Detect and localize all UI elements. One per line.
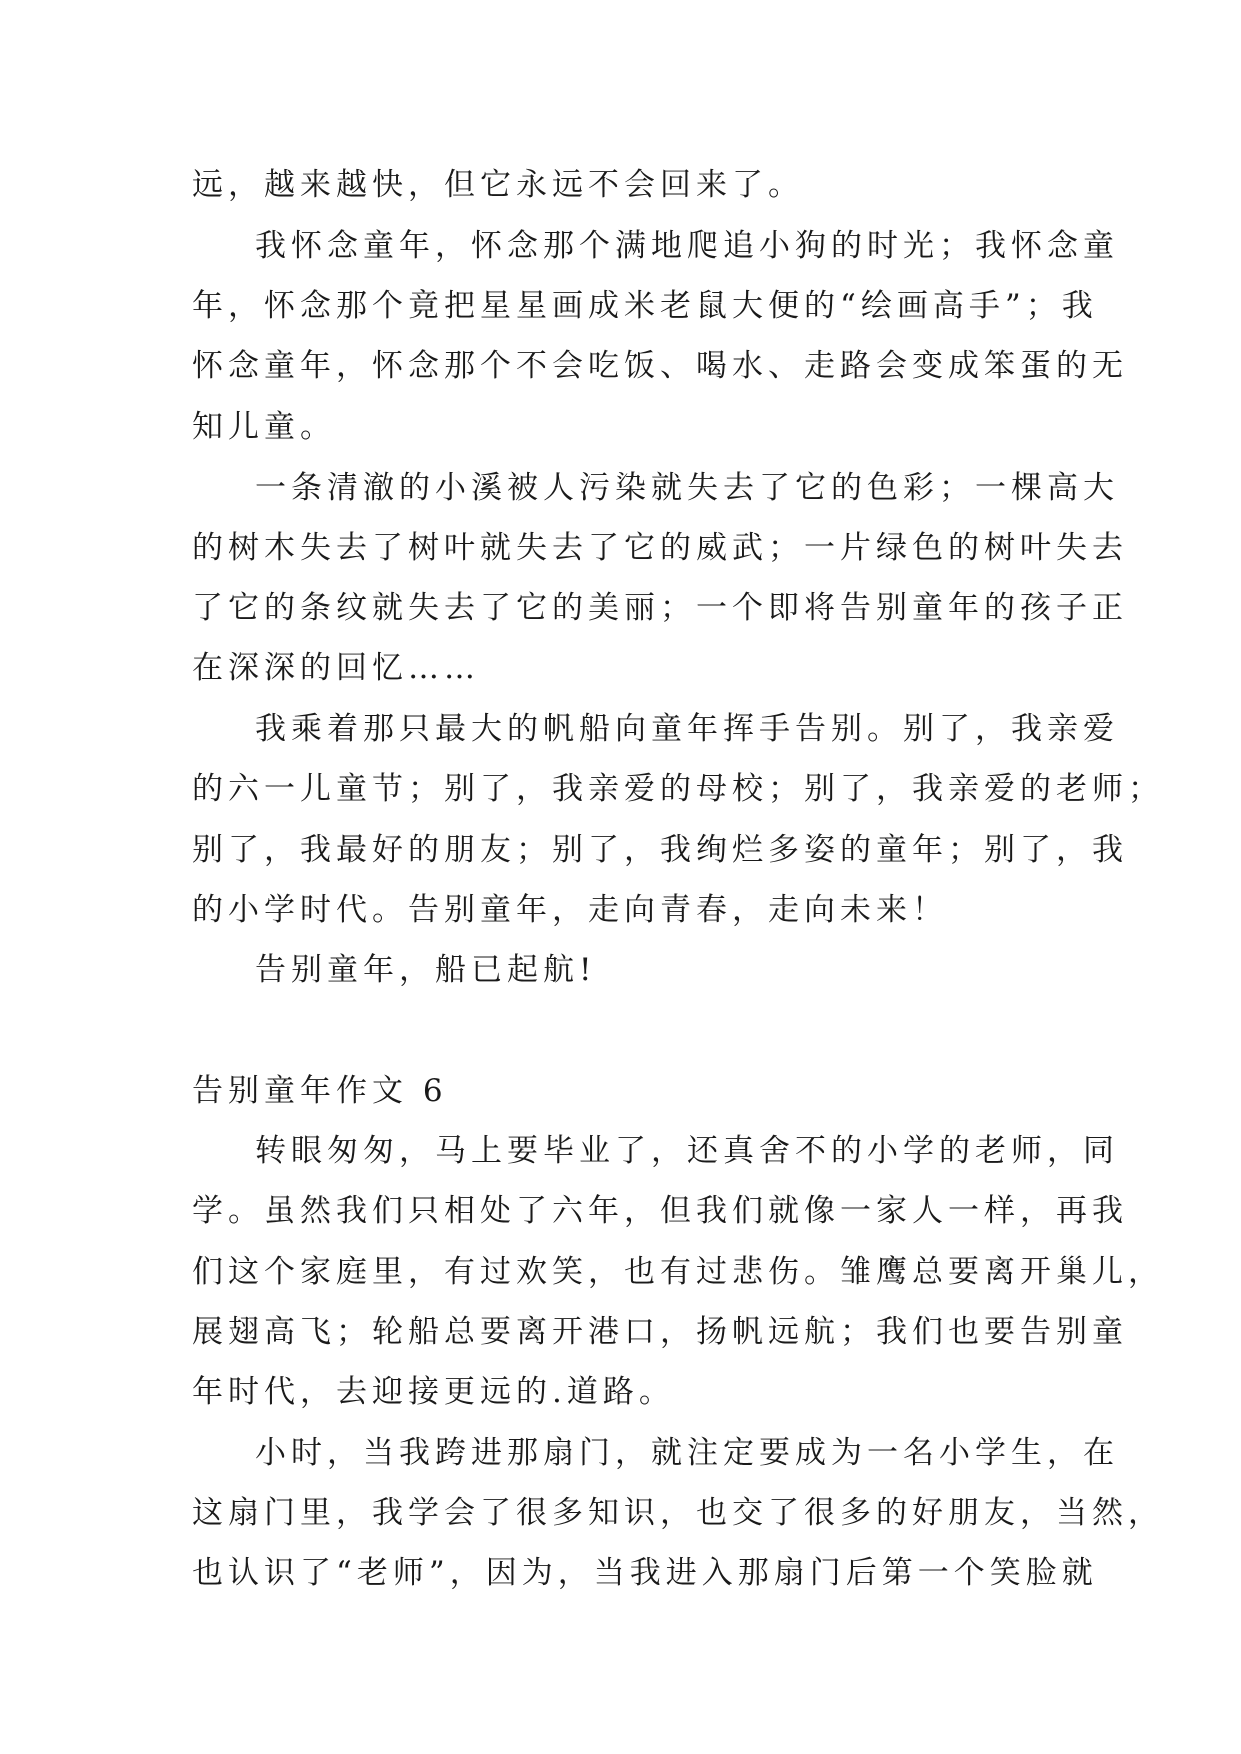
text-line: 的六一儿童节；别了，我亲爱的母校；别了，我亲爱的老师；: [192, 771, 1164, 807]
text-line: 别了，我最好的朋友；别了，我绚烂多姿的童年；别了，我: [192, 832, 1128, 868]
text-line: 年，怀念那个竟把星星画成米老鼠大便的“绘画高手”；我: [192, 288, 1098, 324]
text-line: 的小学时代。告别童年，走向青春，走向未来！: [192, 892, 948, 928]
paragraph-first-line: 转眼匆匆，马上要毕业了，还真舍不的小学的老师，同: [255, 1133, 1119, 1169]
paragraph-first-line: 告别童年，船已起航!: [255, 952, 597, 988]
paragraph-first-line: 一条清澈的小溪被人污染就失去了它的色彩；一棵高大: [255, 470, 1119, 506]
text-line: 年时代，去迎接更远的.道路。: [192, 1374, 675, 1410]
text-line: 展翅高飞；轮船总要离开港口，扬帆远航；我们也要告别童: [192, 1314, 1128, 1350]
paragraph-first-line: 我怀念童年，怀念那个满地爬追小狗的时光；我怀念童: [255, 228, 1119, 264]
text-line: 这扇门里，我学会了很多知识，也交了很多的好朋友，当然，: [192, 1495, 1164, 1531]
section-heading: 告别童年作文 6: [192, 1073, 448, 1109]
text-line: 也认识了“老师”，因为，当我进入那扇门后第一个笑脸就: [192, 1555, 1098, 1591]
text-line: 在深深的回忆……: [192, 650, 480, 686]
text-line: 的树木失去了树叶就失去了它的威武；一片绿色的树叶失去: [192, 530, 1128, 566]
text-line: 了它的条纹就失去了它的美丽；一个即将告别童年的孩子正: [192, 590, 1128, 626]
text-line: 知儿童。: [192, 409, 336, 445]
text-line: 学。虽然我们只相处了六年，但我们就像一家人一样，再我: [192, 1193, 1128, 1229]
paragraph-first-line: 小时，当我跨进那扇门，就注定要成为一名小学生，在: [255, 1435, 1119, 1471]
paragraph-first-line: 我乘着那只最大的帆船向童年挥手告别。别了，我亲爱: [255, 711, 1119, 747]
text-line: 远，越来越快，但它永远不会回来了。: [192, 167, 804, 203]
text-line: 怀念童年，怀念那个不会吃饭、喝水、走路会变成笨蛋的无: [192, 348, 1128, 384]
text-line: 们这个家庭里，有过欢笑，也有过悲伤。雏鹰总要离开巢儿，: [192, 1254, 1164, 1290]
